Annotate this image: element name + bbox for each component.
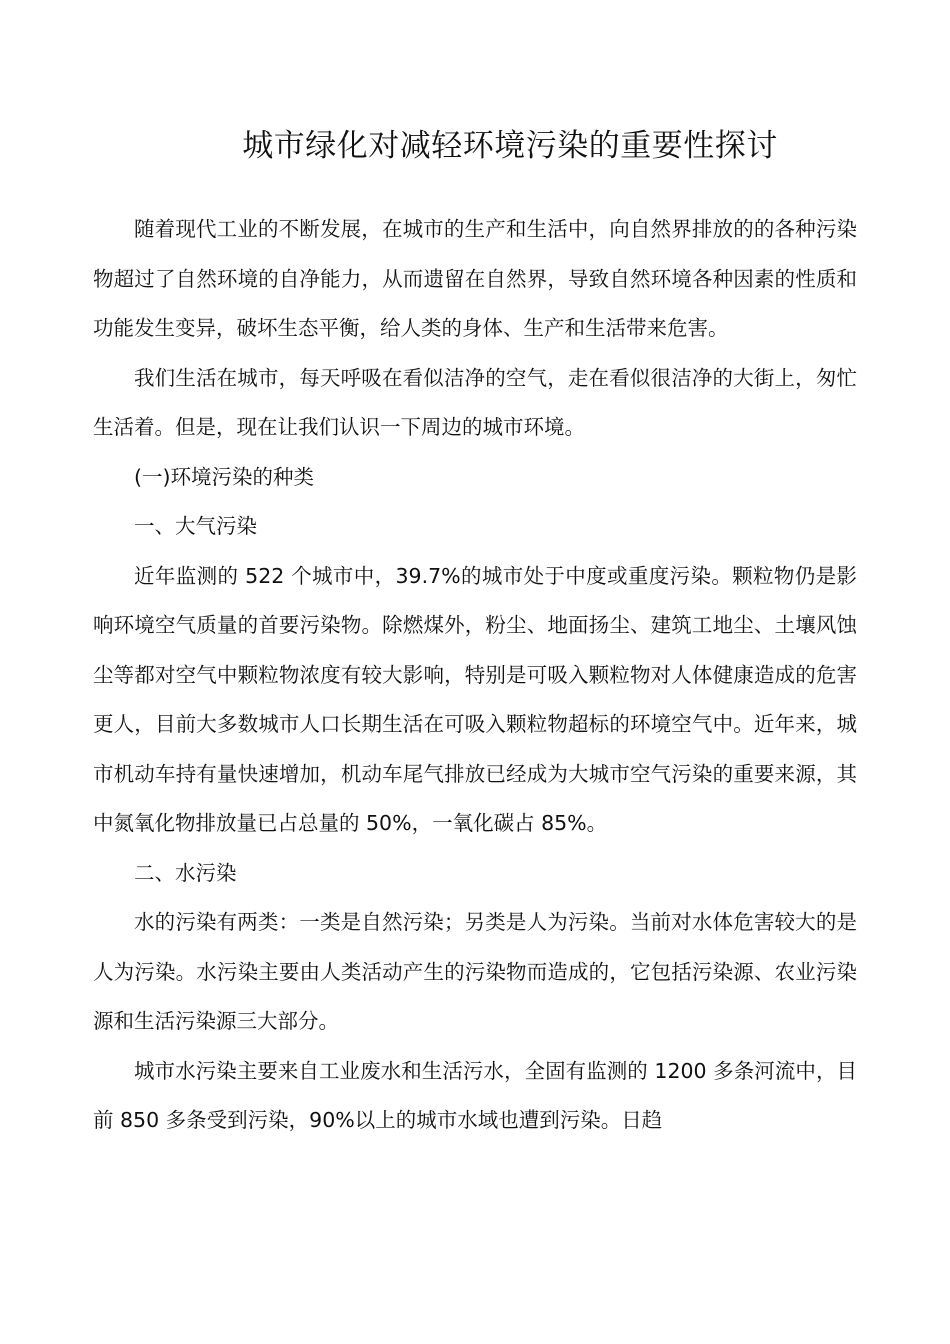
document-title: 城市绿化对减轻环境污染的重要性探讨 — [242, 127, 778, 164]
paragraph-air-pollution: 近年监测的 522 个城市中，39.7%的城市处于中度或重度污染。颗粒物仍是影响环境空气质量的首要污染物。除燃煤外，粉尘、地面扬尘、建筑工地尘、土壤风蚀尘等都对空气中颗粒物浓度有较大影响，特别是可吸入颗粒物对人体健康造成的危害更人，目前大多数城市人口长期生活在可吸入颗粒物超标的环境空气中。近年来，城市机动车持有量快速增加，机动车尾气排放已经成为大城市空气污染的重要来源，其中氮氧化物排放量已占总量的 50%，一氧化碳占 85%。 — [93, 563, 857, 835]
paragraph-city-life: 我们生活在城市，每天呼吸在看似洁净的空气，走在看似很洁净的大街上，匆忙生活着。但是，现在让我们认识一下周边的城市环境。 — [93, 365, 857, 439]
section-heading-pollution-types: (一)环境污染的种类 — [134, 464, 314, 489]
paragraph-intro: 随着现代工业的不断发展，在城市的生产和生活中，向自然界排放的的各种污染物超过了自然环境的自净能力，从而遗留在自然界，导致自然环境各种因素的性质和功能发生变异，破坏生态平衡，给人类的身体、生产和生活带来危害。 — [93, 217, 857, 340]
subheading-water-pollution: 二、水污染 — [134, 860, 237, 885]
paragraph-water-pollution-types: 水的污染有两类：一类是自然污染；另类是人为污染。当前对水体危害较大的是人为污染。水污染主要由人类活动产生的污染物而造成的，它包括污染源、农业污染源和生活污染源三大部分。 — [93, 910, 857, 1033]
paragraph-city-water-pollution: 城市水污染主要来自工业废水和生活污水，全固有监测的 1200 多条河流中，目前 850 多条受到污染，90%以上的城市水域也遭到污染。日趋 — [93, 1058, 857, 1132]
document-body — [93, 205, 857, 1146]
subheading-air-pollution: 一、大气污染 — [134, 514, 257, 538]
